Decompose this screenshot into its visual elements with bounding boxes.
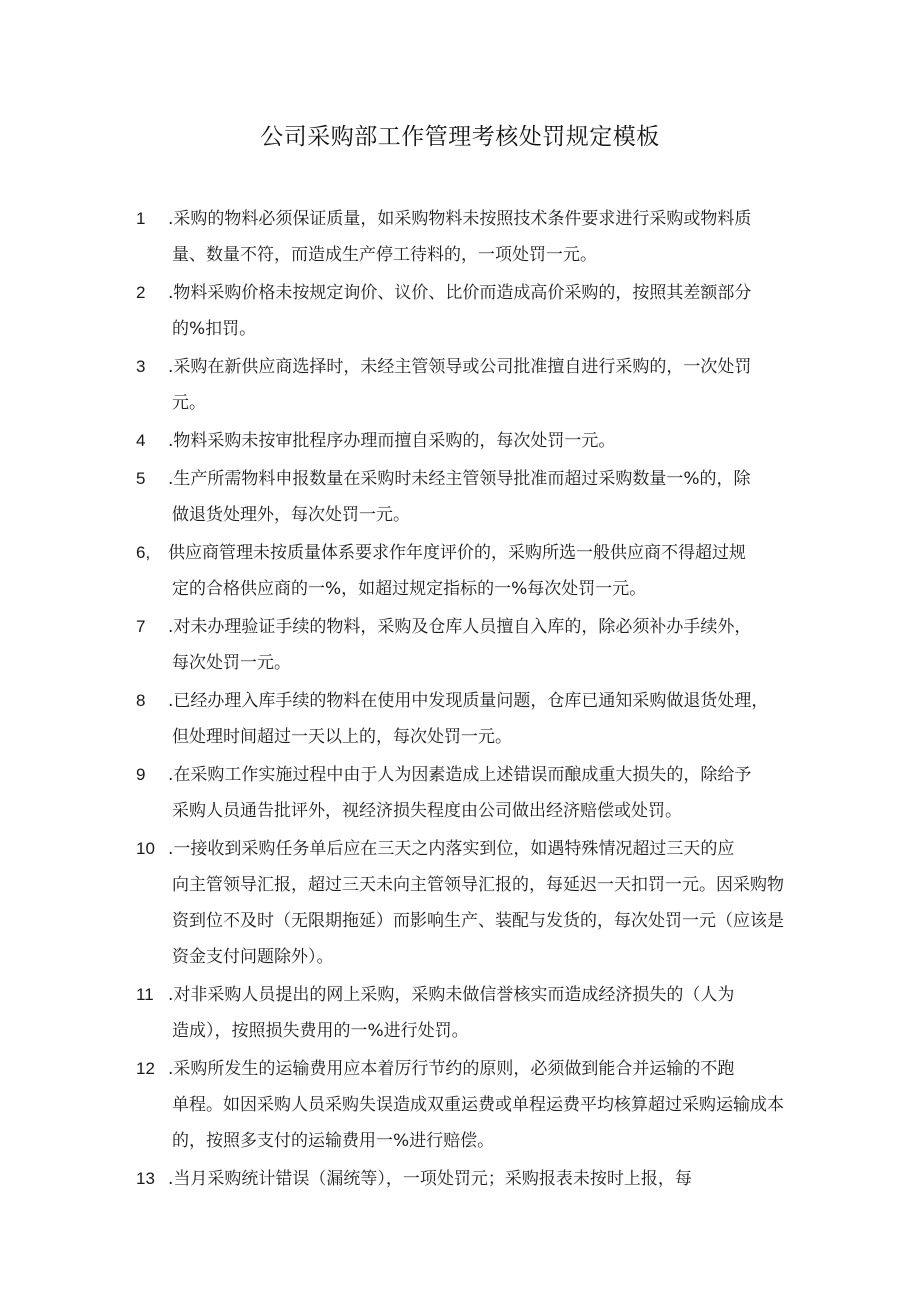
rule-number: 12 [136, 1059, 155, 1078]
rule-number: 3 [136, 357, 146, 376]
rule-text-continuation: 单程。如因采购人员采购失误造成双重运费或单程运费平均核算超过采购运输成本的，按照多支付的运输费用一%进行赔偿。 [172, 1095, 784, 1151]
rule-number: 10 [136, 839, 155, 858]
rule-text [168, 1051, 798, 1159]
rule-text [168, 757, 798, 829]
rule-number: 6, [136, 543, 151, 562]
rule-text-continuation: 元。 [172, 393, 206, 413]
rule-list [0, 201, 920, 1199]
rule-item [0, 275, 798, 347]
rule-text-continuation: 定的合格供应商的一%，如超过规定指标的一%每次处罚一元。 [172, 579, 647, 599]
rule-text-first-line: .对非采购人员提出的网上采购，采购未做信誉核实而造成经济损失的（人为 [168, 985, 735, 1005]
rule-number: 13 [136, 1169, 155, 1188]
rule-text-continuation: 的%扣罚。 [172, 319, 257, 339]
rule-text-continuation: 做退货处理外，每次处罚一元。 [172, 505, 410, 525]
rule-number: 8 [136, 691, 146, 710]
rule-item [0, 423, 798, 459]
rule-text-first-line: 供应商管理未按质量体系要求作年度评价的，采购所选一般供应商不得超过规 [168, 543, 746, 563]
rule-text [168, 461, 798, 533]
rule-number: 7 [136, 617, 146, 636]
rule-text-first-line: .采购所发生的运输费用应本着厉行节约的原则，必须做到能合并运输的不跑 [168, 1059, 735, 1079]
rule-text [168, 535, 798, 607]
rule-item [0, 757, 798, 829]
rule-item [0, 201, 798, 273]
rule-number: 9 [136, 765, 146, 784]
rule-text-first-line: .物料采购未按审批程序办理而擅自采购的，每次处罚一元。 [168, 431, 616, 451]
rule-item [0, 535, 798, 607]
rule-text-continuation: 向主管领导汇报，超过三天未向主管领导汇报的，每延迟一天扣罚一元。因采购物资到位不及时（无限期拖延）而影响生产、装配与发货的，每次处罚一元（应该是资金支付问题除外）。 [172, 875, 784, 967]
document-title: 公司采购部工作管理考核处罚规定模板 [260, 124, 660, 150]
rule-number: 11 [136, 985, 154, 1004]
rule-number: 5 [136, 469, 146, 488]
rule-text [168, 683, 798, 755]
rule-text-first-line: .对未办理验证手续的物料，采购及仓库人员擅自入库的，除必须补办手续外， [168, 617, 752, 637]
rule-text-continuation: 量、数量不符，而造成生产停工待料的，一项处罚一元。 [172, 245, 597, 265]
rule-text-first-line: .物料采购价格未按规定询价、议价、比价而造成高价采购的，按照其差额部分 [168, 283, 752, 303]
rule-item [0, 683, 798, 755]
rule-text-first-line: .一接收到采购任务单后应在三天之内落实到位，如遇特殊情况超过三天的应 [168, 839, 735, 859]
rule-item [0, 1161, 798, 1197]
rule-number: 2 [136, 283, 146, 302]
rule-text [168, 349, 798, 421]
rule-text-continuation: 但处理时间超过一天以上的，每次处罚一元。 [172, 727, 512, 747]
rule-text-continuation: 造成），按照损失费用的一%进行处罚。 [172, 1021, 469, 1041]
rule-text [168, 201, 798, 273]
rule-text [168, 977, 798, 1049]
rule-number: 4 [136, 431, 146, 450]
rule-item [0, 349, 798, 421]
rule-text [168, 831, 798, 975]
rule-item [0, 609, 798, 681]
rule-text-continuation: 每次处罚一元。 [172, 653, 291, 673]
rule-text-first-line: .已经办理入库手续的物料在使用中发现质量问题，仓库已通知采购做退货处理， [168, 691, 769, 711]
rule-text [168, 423, 798, 459]
rule-text-first-line: .生产所需物料申报数量在采购时未经主管领导批准而超过采购数量一%的，除 [168, 469, 751, 489]
rule-text-first-line: .当月采购统计错误（漏统等），一项处罚元；采购报表未按时上报，每 [168, 1169, 692, 1189]
rule-text-first-line: .采购在新供应商选择时，未经主管领导或公司批准擅自进行采购的，一次处罚 [168, 357, 752, 377]
rule-text-continuation: 采购人员通告批评外，视经济损失程度由公司做出经济赔偿或处罚。 [172, 801, 682, 821]
rule-text [168, 1161, 798, 1197]
rule-number: 1 [136, 209, 146, 228]
rule-text [168, 609, 798, 681]
rule-text-first-line: .采购的物料必须保证质量，如采购物料未按照技术条件要求进行采购或物料质 [168, 209, 752, 229]
rule-text-first-line: .在采购工作实施过程中由于人为因素造成上述错误而酿成重大损失的，除给予 [168, 765, 752, 785]
rule-text [168, 275, 798, 347]
rule-item [0, 461, 798, 533]
rule-item [0, 1051, 798, 1159]
rule-item [0, 831, 798, 975]
rule-item [0, 977, 798, 1049]
